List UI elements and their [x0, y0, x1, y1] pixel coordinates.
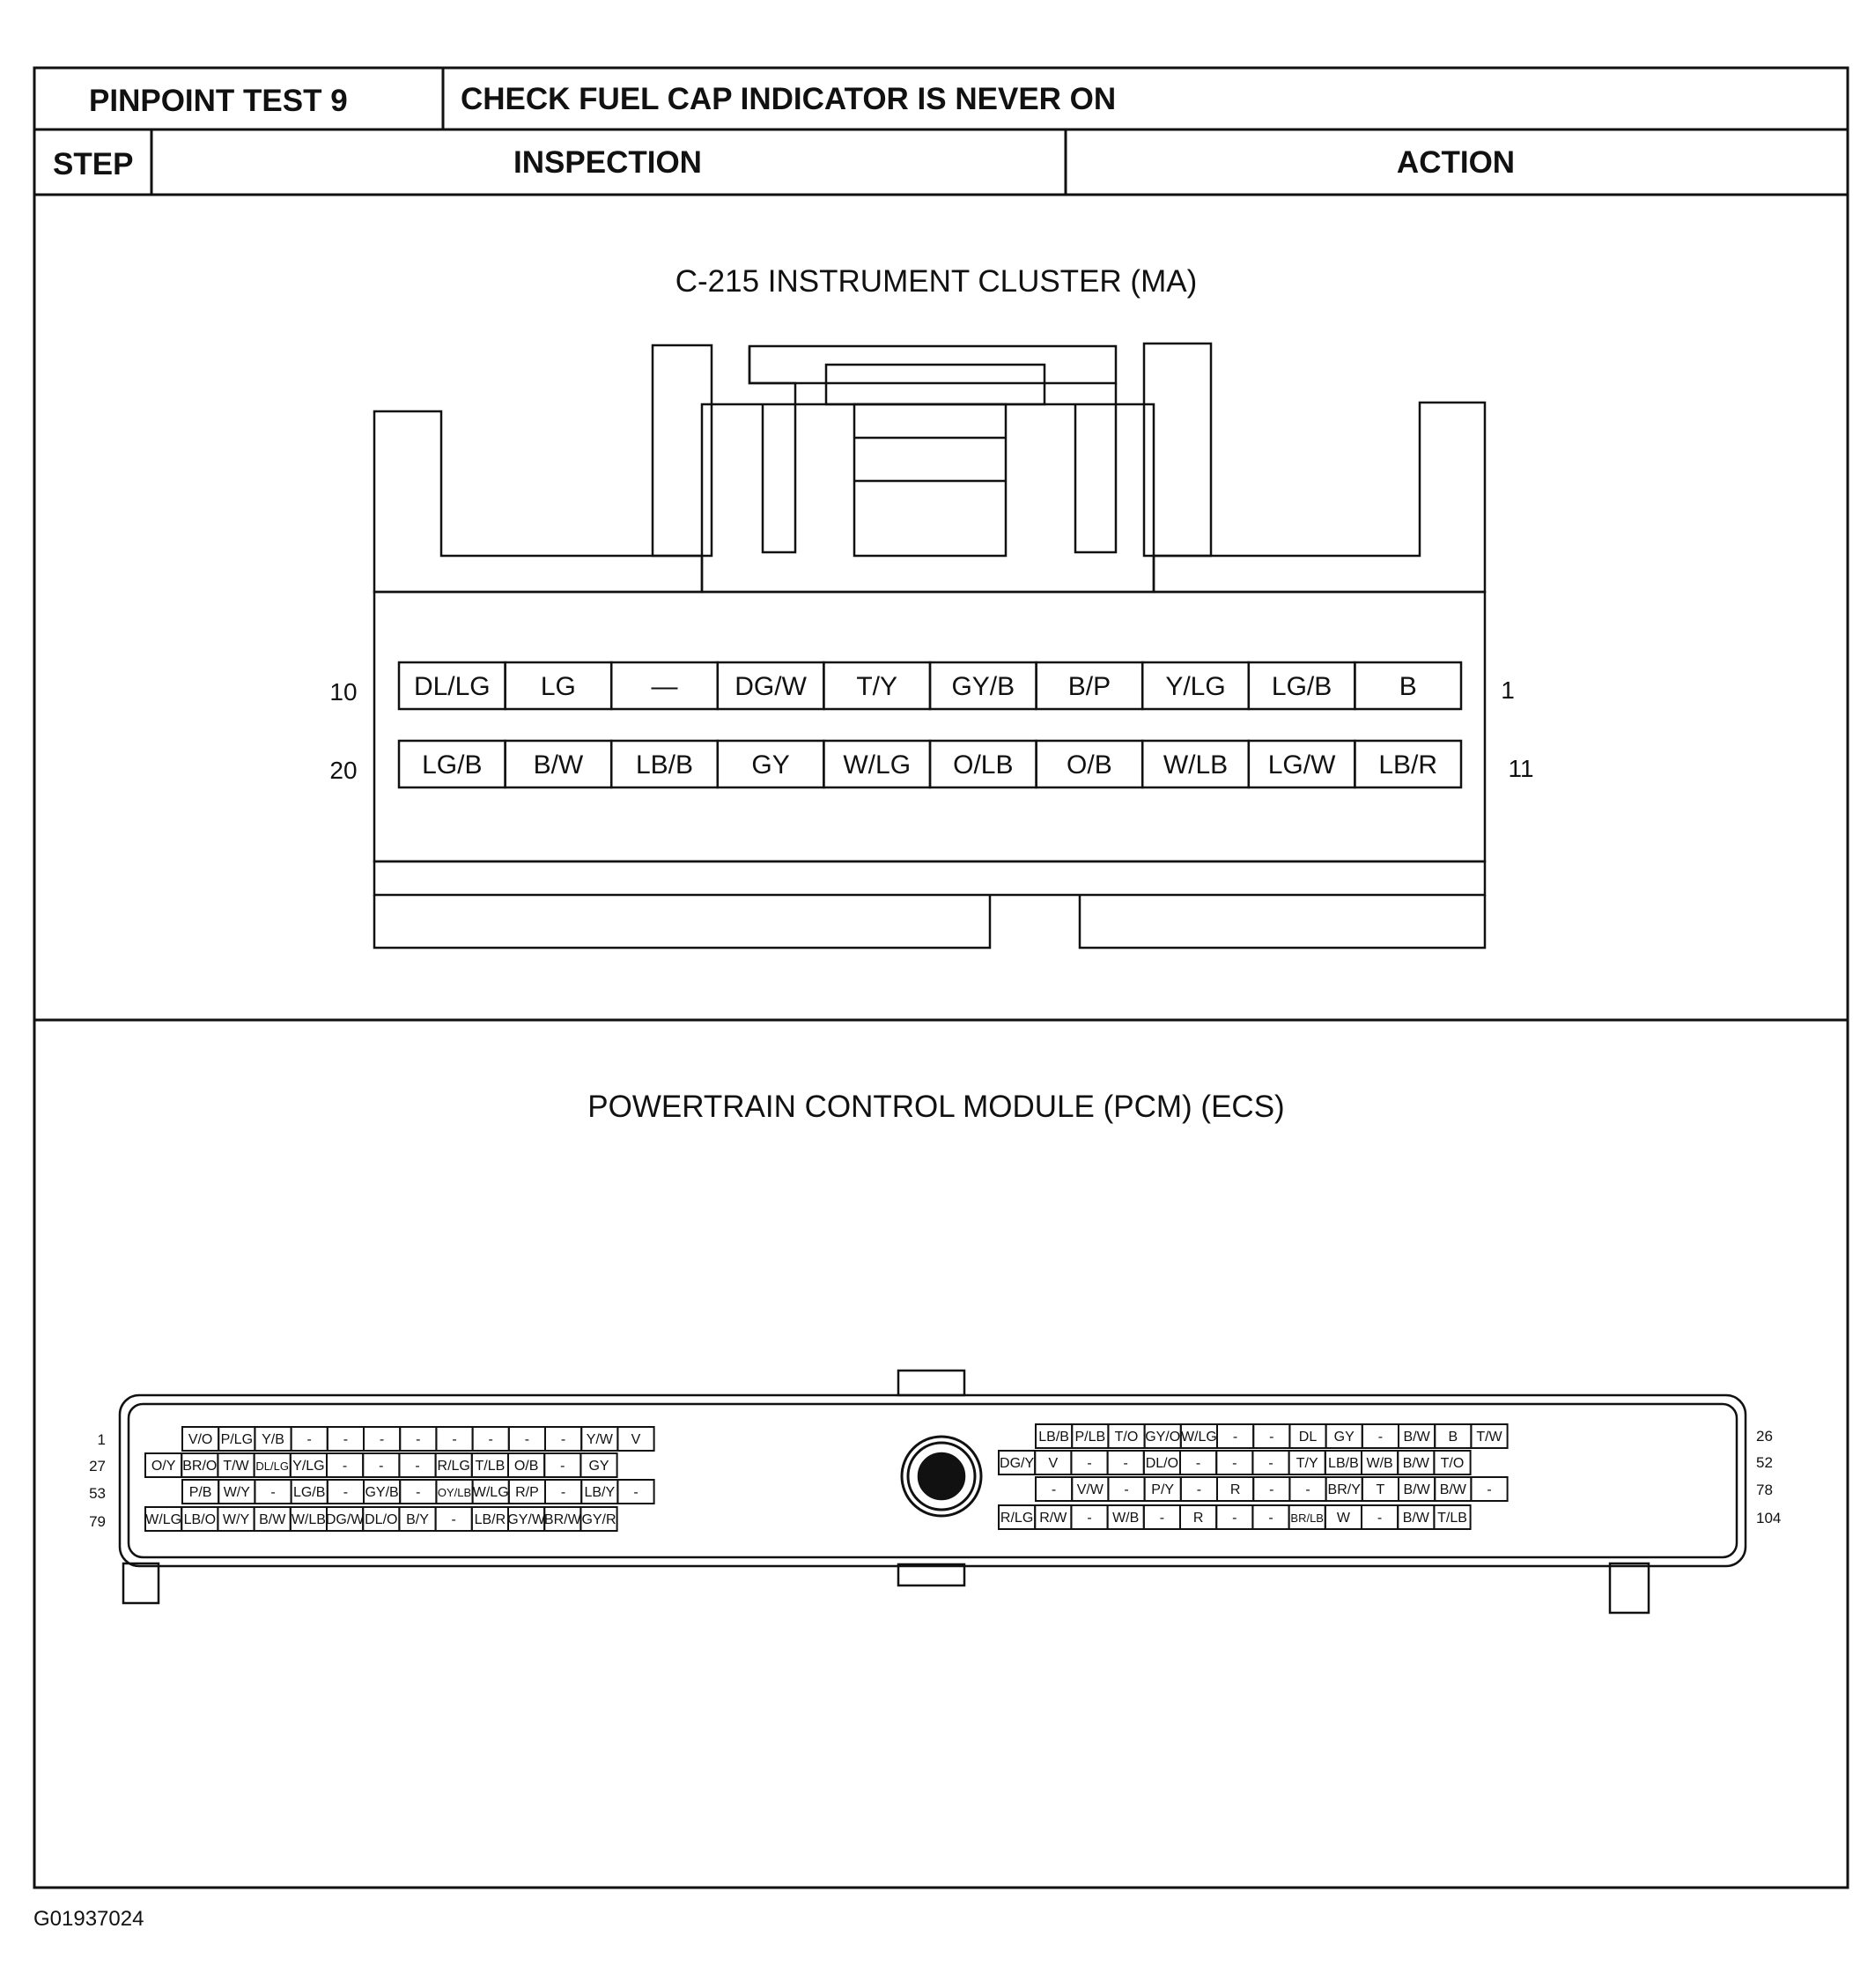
pcm-pin-label: LB/O — [183, 1512, 217, 1527]
pcm-pin-label: B/W — [1403, 1482, 1430, 1497]
pcm-pin-label: - — [560, 1459, 565, 1474]
pcm-pin-cell — [255, 1427, 291, 1451]
pcm-pin-label: - — [452, 1432, 457, 1447]
cluster-row2-left-label: 20 — [329, 757, 358, 784]
table-border — [34, 68, 1848, 1888]
pcm-pin-label: DL/O — [1145, 1456, 1179, 1471]
pcm-pin-label: - — [451, 1512, 456, 1527]
pcm-pin-label: - — [343, 1432, 349, 1447]
pcm-pin-label: - — [633, 1485, 639, 1500]
pcm-pin-cell — [545, 1427, 581, 1451]
pcm-pin-label: - — [343, 1485, 349, 1500]
pcm-pin-cell — [255, 1453, 291, 1477]
cluster-pin-label: LB/R — [1378, 750, 1438, 780]
pcm-row-label-left: 27 — [89, 1458, 106, 1474]
pcm-pin-label: - — [1232, 1430, 1238, 1445]
pcm-pin-cell — [218, 1507, 254, 1531]
pcm-pin-label: T/LB — [1437, 1511, 1467, 1526]
pcm-pin-label: W/B — [1366, 1456, 1393, 1471]
pcm-row-label-right: 52 — [1756, 1454, 1773, 1471]
pcm-pin-label: B/W — [1439, 1482, 1466, 1497]
cluster-pin-cell — [718, 741, 824, 787]
pcm-pin-cell — [436, 1480, 472, 1504]
pcm-pin-cell — [218, 1453, 254, 1477]
pcm-pin-label: B/W — [1403, 1430, 1430, 1445]
pcm-pin-cell — [473, 1480, 509, 1504]
test-description: CHECK FUEL CAP INDICATOR IS NEVER ON — [461, 82, 1117, 116]
pcm-pin-cell — [181, 1507, 218, 1531]
pcm-pin-label: T/Y — [1296, 1456, 1318, 1471]
pcm-pin-cell — [1035, 1451, 1071, 1474]
pcm-pin-label: GY — [1333, 1430, 1355, 1445]
cluster-pin-label: GY — [751, 750, 790, 780]
cluster-pin-label: DL/LG — [413, 672, 491, 701]
pcm-pin-cell — [1180, 1505, 1216, 1529]
pcm-pin-label: P/LG — [220, 1432, 254, 1447]
cluster-pin-label: B/W — [533, 750, 584, 780]
pcm-pin-cell — [1435, 1424, 1471, 1448]
pcm-pin-cell — [1145, 1477, 1181, 1501]
pcm-pin-cell — [581, 1427, 617, 1451]
pcm-pin-label: W/B — [1112, 1511, 1140, 1526]
pcm-pin-label: OY/LB — [437, 1486, 472, 1499]
cluster-pin-cell — [1037, 662, 1143, 709]
pcm-pin-cell — [1036, 1477, 1072, 1501]
pcm-pin-cell — [292, 1427, 328, 1451]
cluster-pin-cell — [1142, 662, 1249, 709]
pcm-pin-cell — [509, 1427, 545, 1451]
pcm-pin-cell — [399, 1507, 435, 1531]
cluster-pin-label: W/LB — [1163, 750, 1229, 780]
cluster-pin-cell — [611, 741, 718, 787]
pcm-pin-label: - — [1269, 1430, 1274, 1445]
pcm-pin-cell — [1071, 1505, 1107, 1529]
pcm-pin-label: LB/B — [1038, 1430, 1069, 1445]
pcm-pin-label: P/Y — [1151, 1482, 1175, 1497]
pcm-pin-label: DL/LG — [255, 1460, 289, 1473]
cluster-pin-cell — [930, 662, 1037, 709]
pcm-pin-cell — [1362, 1424, 1399, 1448]
cluster-pin-cell — [1355, 741, 1461, 787]
pcm-pin-cell — [617, 1480, 653, 1504]
pcm-pin-cell — [1217, 1477, 1253, 1501]
pcm-pin-cell — [1471, 1424, 1507, 1448]
pcm-pin-cell — [1325, 1451, 1362, 1474]
cluster-pin-label: GY/B — [951, 672, 1015, 701]
pcm-pin-grid — [145, 1424, 1508, 1531]
pcm-pin-cell — [580, 1453, 616, 1477]
pcm-pin-cell — [545, 1480, 581, 1504]
pcm-pin-cell — [1399, 1424, 1435, 1448]
pcm-pin-label: R/P — [515, 1485, 539, 1500]
pcm-pin-label: P/LB — [1074, 1430, 1106, 1445]
pcm-pin-cell — [1036, 1424, 1072, 1448]
pcm-pin-label: DG/W — [325, 1512, 365, 1527]
pcm-pin-cell — [399, 1453, 435, 1477]
pcm-pin-label: B/Y — [406, 1512, 429, 1527]
pcm-pin-cell — [1217, 1424, 1253, 1448]
column-action: ACTION — [1396, 145, 1516, 180]
pcm-pin-cell — [1072, 1477, 1108, 1501]
pcm-pin-cell — [291, 1453, 327, 1477]
pcm-pin-cell — [436, 1427, 472, 1451]
pcm-row-label-left: 1 — [97, 1431, 106, 1448]
pcm-pin-label: W — [1336, 1511, 1350, 1526]
pcm-pin-label: R — [1192, 1511, 1204, 1526]
pcm-pin-cell — [1072, 1424, 1108, 1448]
pcm-pin-cell — [328, 1427, 364, 1451]
cluster-pin-label: LG — [540, 672, 576, 701]
pcm-pin-cell — [1180, 1451, 1216, 1474]
pcm-pin-label: R/W — [1039, 1511, 1067, 1526]
pcm-pin-cell — [1108, 1505, 1144, 1529]
pcm-pin-label: - — [1123, 1456, 1128, 1471]
cluster-row1-right-label: 1 — [1501, 676, 1515, 704]
pcm-pin-label: GY — [588, 1459, 609, 1474]
pcm-pin-cell — [363, 1507, 399, 1531]
pcm-pin-label: LB/Y — [584, 1485, 616, 1500]
pcm-pin-cell — [1144, 1505, 1180, 1529]
pcm-pin-label: Y/B — [262, 1432, 284, 1447]
pcm-pin-cell — [255, 1480, 291, 1504]
pcm-pin-label: W/LG — [145, 1512, 182, 1527]
pcm-row-label-right: 78 — [1756, 1482, 1773, 1498]
cluster-pin-label: T/Y — [856, 672, 898, 701]
pcm-pin-cell — [999, 1505, 1035, 1529]
pcm-pin-cell — [218, 1427, 255, 1451]
pcm-pin-label: W/Y — [223, 1485, 250, 1500]
cluster-pin-label: O/B — [1067, 750, 1112, 780]
cluster-pin-label: W/LG — [843, 750, 912, 780]
pcm-pin-label: - — [415, 1459, 420, 1474]
cluster-pin-cell — [823, 662, 930, 709]
pcm-pin-label: V/O — [188, 1432, 213, 1447]
pcm-pin-label: - — [1487, 1482, 1492, 1497]
cluster-pin-label: LG/W — [1267, 750, 1336, 780]
pcm-pin-cell — [1289, 1451, 1325, 1474]
pcm-pin-label: R/LG — [437, 1459, 470, 1474]
pcm-pin-label: LG/B — [292, 1485, 326, 1500]
cluster-pin-label: DG/W — [734, 672, 807, 701]
pcm-pin-cell — [1289, 1505, 1325, 1529]
pcm-pin-cell — [1253, 1477, 1289, 1501]
pcm-pin-cell — [1325, 1505, 1362, 1529]
pcm-pin-label: T/O — [1114, 1430, 1139, 1445]
pcm-pin-cell — [1434, 1505, 1470, 1529]
pcm-pin-cell — [1252, 1451, 1288, 1474]
cluster-pin-label: LG/B — [1271, 672, 1332, 701]
pcm-pin-label: W/LG — [472, 1485, 509, 1500]
pcm-pin-label: GY/O — [1145, 1430, 1181, 1445]
pcm-pin-cell — [581, 1480, 617, 1504]
pcm-title: POWERTRAIN CONTROL MODULE (PCM) (ECS) — [587, 1090, 1285, 1124]
pcm-pin-label: - — [1377, 1511, 1383, 1526]
pcm-pin-cell — [473, 1427, 509, 1451]
cluster-connector-body — [374, 344, 1485, 948]
cluster-pin-label: LG/B — [422, 750, 483, 780]
pcm-pin-label: - — [1268, 1511, 1273, 1526]
figure-id: G01937024 — [33, 1907, 144, 1931]
pcm-pin-label: - — [1232, 1456, 1237, 1471]
pcm-pin-cell — [507, 1507, 546, 1531]
pcm-pin-cell — [1035, 1505, 1071, 1529]
cluster-pin-label: Y/LG — [1165, 672, 1226, 701]
pcm-pin-label: - — [342, 1459, 348, 1474]
pcm-pin-label: Y/LG — [292, 1459, 325, 1474]
cluster-pin-cell — [506, 741, 612, 787]
pcm-pin-cell — [1289, 1477, 1325, 1501]
pcm-pin-label: - — [524, 1432, 530, 1447]
pcm-pin-cell — [145, 1453, 181, 1477]
pcm-pin-label: BR/LB — [1290, 1511, 1324, 1525]
pcm-pin-label: B/W — [1402, 1456, 1429, 1471]
cluster-pin-label: — — [651, 672, 678, 701]
pcm-pin-cell — [1108, 1451, 1144, 1474]
cluster-row1-left-label: 10 — [329, 678, 358, 706]
pcm-pin-cell — [292, 1480, 328, 1504]
pcm-pin-label: - — [1087, 1511, 1092, 1526]
pcm-pin-cell — [1145, 1424, 1181, 1448]
pcm-pin-label: - — [1087, 1456, 1092, 1471]
pcm-pin-label: LB/R — [474, 1512, 506, 1527]
pcm-pin-label: GY/W — [507, 1512, 545, 1527]
pcm-pin-label: GY/R — [581, 1512, 616, 1527]
cluster-pin-cell — [399, 662, 506, 709]
pcm-pin-label: - — [1268, 1456, 1273, 1471]
pcm-pin-cell — [400, 1480, 436, 1504]
pcm-pin-cell — [182, 1480, 218, 1504]
pcm-pin-label: - — [379, 1432, 385, 1447]
pcm-pin-cell — [1144, 1451, 1180, 1474]
pcm-pin-label: T/O — [1440, 1456, 1465, 1471]
pcm-pin-cell — [1398, 1451, 1434, 1474]
pcm-pin-cell — [544, 1507, 582, 1531]
pcm-pin-cell — [364, 1427, 400, 1451]
pcm-pin-cell — [472, 1453, 508, 1477]
pcm-pin-cell — [580, 1507, 616, 1531]
pcm-pin-cell — [1253, 1424, 1289, 1448]
pcm-pin-label: T — [1376, 1482, 1385, 1497]
cluster-pin-cell — [506, 662, 612, 709]
column-inspection: INSPECTION — [513, 145, 702, 180]
pcm-pin-label: W/LB — [291, 1512, 326, 1527]
pcm-pin-cell — [400, 1427, 436, 1451]
pcm-pin-cell — [327, 1453, 363, 1477]
pcm-pin-cell — [1362, 1505, 1398, 1529]
cluster-row2-right-label: 11 — [1508, 755, 1534, 782]
pcm-pin-cell — [508, 1453, 544, 1477]
pcm-pin-label: - — [1232, 1511, 1237, 1526]
cluster-pin-cell — [1355, 662, 1461, 709]
pcm-pin-label: - — [1124, 1482, 1129, 1497]
pcm-pin-label: Y/W — [586, 1432, 613, 1447]
pcm-pin-cell — [1181, 1424, 1217, 1448]
cluster-pin-cell — [823, 741, 930, 787]
cluster-pin-cell — [930, 741, 1037, 787]
cluster-pin-label: O/LB — [953, 750, 1014, 780]
cluster-pin-grid — [399, 662, 1461, 787]
pcm-pin-cell — [1362, 1477, 1399, 1501]
pcm-pin-label: P/B — [188, 1485, 212, 1500]
pcm-pin-label: - — [1196, 1482, 1202, 1497]
pcm-pin-cell — [1434, 1451, 1470, 1474]
pcm-pin-label: - — [488, 1432, 493, 1447]
pcm-pin-cell — [472, 1507, 508, 1531]
pcm-pin-cell — [145, 1507, 181, 1531]
cluster-pin-cell — [1142, 741, 1249, 787]
pcm-row-label-left: 53 — [89, 1485, 106, 1502]
pcm-pin-cell — [182, 1427, 218, 1451]
pcm-pin-cell — [1471, 1477, 1507, 1501]
pcm-pin-label: BR/Y — [1327, 1482, 1361, 1497]
pcm-pin-cell — [363, 1453, 399, 1477]
pcm-pin-cell — [1071, 1451, 1107, 1474]
cluster-pin-cell — [611, 662, 718, 709]
pcm-pin-label: T/LB — [475, 1459, 506, 1474]
pcm-pin-cell — [1181, 1477, 1217, 1501]
cluster-title: C-215 INSTRUMENT CLUSTER (MA) — [675, 264, 1198, 299]
pcm-pin-cell — [436, 1453, 472, 1477]
cluster-pin-cell — [1037, 741, 1143, 787]
pcm-pin-label: R — [1229, 1482, 1241, 1497]
test-title: PINPOINT TEST 9 — [89, 84, 348, 118]
cluster-pin-label: LB/B — [635, 750, 694, 780]
pcm-pin-cell — [436, 1507, 472, 1531]
pcm-pin-label: - — [416, 1432, 421, 1447]
pcm-pin-cell — [255, 1507, 291, 1531]
pcm-pin-label: DL/O — [365, 1512, 398, 1527]
pcm-row-label-left: 79 — [89, 1513, 106, 1530]
pcm-pin-cell — [1326, 1424, 1362, 1448]
pcm-pin-cell — [326, 1507, 365, 1531]
pcm-pin-label: B — [1448, 1430, 1458, 1445]
cluster-pin-cell — [1249, 662, 1355, 709]
pcm-pin-cell — [1108, 1477, 1144, 1501]
pcm-pin-cell — [1252, 1505, 1288, 1529]
pcm-pin-label: BR/W — [543, 1512, 581, 1527]
pcm-pin-cell — [291, 1507, 327, 1531]
pcm-pin-cell — [328, 1480, 364, 1504]
pcm-pin-label: O/B — [513, 1459, 539, 1474]
pcm-pin-label: - — [1051, 1482, 1057, 1497]
pcm-pin-label: B/W — [259, 1512, 286, 1527]
pcm-pin-label: - — [560, 1432, 566, 1447]
pcm-pin-cell — [999, 1451, 1035, 1474]
pcm-pin-cell — [1289, 1424, 1325, 1448]
pcm-pin-cell — [181, 1453, 218, 1477]
pcm-pin-label: - — [1305, 1482, 1310, 1497]
cluster-pin-label: B/P — [1067, 672, 1111, 701]
pcm-pin-label: V/W — [1076, 1482, 1104, 1497]
pcm-pin-cell — [1216, 1505, 1252, 1529]
pcm-pin-label: W/Y — [222, 1512, 250, 1527]
pcm-pin-label: BR/O — [182, 1459, 218, 1474]
pcm-row-label-right: 26 — [1756, 1428, 1773, 1445]
pcm-pin-label: W/LG — [1180, 1430, 1217, 1445]
pcm-pin-label: - — [270, 1485, 276, 1500]
pcm-pin-label: GY/B — [365, 1485, 399, 1500]
pcm-pin-cell — [1435, 1477, 1471, 1501]
pcm-pin-label: - — [1377, 1430, 1384, 1445]
pcm-pin-label: V — [631, 1432, 641, 1447]
pcm-pin-label: T/W — [1476, 1430, 1502, 1445]
pcm-pin-label: - — [306, 1432, 312, 1447]
pcm-pin-label: R/LG — [1000, 1511, 1034, 1526]
cluster-pin-cell — [1249, 741, 1355, 787]
pcm-row-label-right: 104 — [1756, 1510, 1782, 1526]
pcm-pin-label: - — [379, 1459, 384, 1474]
cluster-pin-cell — [399, 741, 506, 787]
pcm-pin-label: LB/B — [1328, 1456, 1359, 1471]
pcm-pin-label: - — [416, 1485, 421, 1500]
pcm-pin-cell — [1362, 1451, 1398, 1474]
pcm-pin-cell — [1108, 1424, 1144, 1448]
pcm-pin-cell — [1216, 1451, 1252, 1474]
pcm-pin-label: DL — [1298, 1430, 1318, 1445]
pcm-pin-label: O/Y — [151, 1459, 176, 1474]
pcm-pin-label: DG/Y — [1000, 1456, 1035, 1471]
pcm-pin-label: B/W — [1402, 1511, 1429, 1526]
cluster-pin-label: B — [1399, 672, 1417, 701]
pcm-pin-cell — [218, 1480, 255, 1504]
column-step: STEP — [53, 147, 134, 181]
pcm-pin-label: - — [1195, 1456, 1201, 1471]
pcm-pin-label: T/W — [223, 1459, 249, 1474]
pcm-pin-cell — [509, 1480, 545, 1504]
pcm-pin-cell — [364, 1480, 400, 1504]
pcm-pin-cell — [1326, 1477, 1362, 1501]
pcm-pin-cell — [544, 1453, 580, 1477]
pcm-pin-cell — [1399, 1477, 1435, 1501]
pcm-pin-label: - — [560, 1485, 566, 1500]
pcm-pin-label: - — [1159, 1511, 1165, 1526]
pcm-pin-cell — [617, 1427, 653, 1451]
pcm-pin-label: V — [1048, 1456, 1059, 1471]
pcm-pin-cell — [1398, 1505, 1434, 1529]
pcm-pin-label: - — [1269, 1482, 1274, 1497]
cluster-pin-cell — [718, 662, 824, 709]
